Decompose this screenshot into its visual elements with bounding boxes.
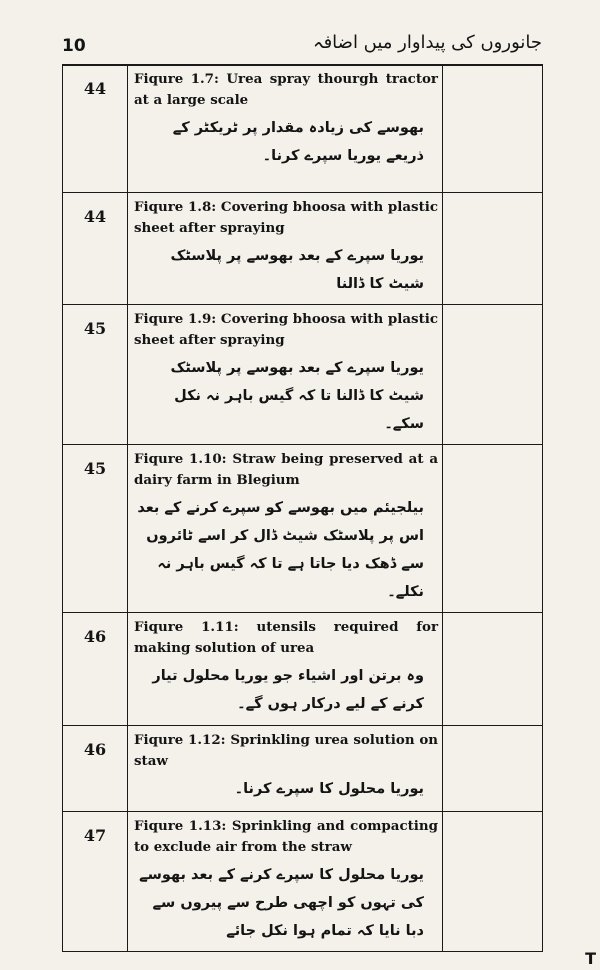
page-ref: 45 xyxy=(63,445,128,613)
page-ref: 46 xyxy=(63,613,128,726)
caption-english: Fiqure 1.9: Covering bhoosa with plastic sheet after spraying xyxy=(134,311,438,348)
caption-cell xyxy=(128,65,443,193)
table-row xyxy=(63,65,543,193)
caption-urdu: یوریا سپرے کے بعد بھوسے پر پلاسٹک شیٹ کا ڈالنا تا کہ گیس باہر نہ نکل سکے۔ xyxy=(170,360,424,432)
table-row xyxy=(63,812,543,952)
page-ref: 45 xyxy=(63,305,128,445)
page-header xyxy=(62,30,542,66)
caption-english: Fiqure 1.13: Sprinkling and compacting to exclude air from the straw xyxy=(134,818,438,855)
blank-cell xyxy=(443,65,543,193)
table-row xyxy=(63,445,543,613)
caption-english: Fiqure 1.11: utensils required for making solution of urea xyxy=(134,619,438,656)
page-ref: 44 xyxy=(63,65,128,193)
caption-urdu: یوریا محلول کا سپرے کرنا۔ xyxy=(234,781,424,797)
caption-urdu: وہ برتن اور اشیاء جو یوریا محلول تیار کرنے کے لیے درکار ہوں گے۔ xyxy=(152,668,424,712)
page-ref: 47 xyxy=(63,812,128,952)
caption-cell xyxy=(128,613,443,726)
caption-cell xyxy=(128,445,443,613)
page-number: 10 xyxy=(62,36,86,56)
blank-cell xyxy=(443,193,543,305)
caption-urdu: یوریا محلول کا سپرے کرنے کے بعد بھوسے کی تہوں کو اچھی طرح سے پیروں سے دبا نایا کہ تمام ہوا نکل جائے xyxy=(139,867,424,939)
page-ref: 44 xyxy=(63,193,128,305)
page-ref: 46 xyxy=(63,726,128,812)
caption-english: Fiqure 1.12: Sprinkling urea solution on staw xyxy=(134,732,438,769)
blank-cell xyxy=(443,812,543,952)
blank-cell xyxy=(443,613,543,726)
caption-english: Fiqure 1.8: Covering bhoosa with plastic sheet after spraying xyxy=(134,199,438,236)
footer-mark: T xyxy=(585,949,596,968)
caption-english: Fiqure 1.10: Straw being preserved at a dairy farm in Blegium xyxy=(134,451,438,488)
caption-cell xyxy=(128,726,443,812)
caption-urdu: یوریا سپرے کے بعد بھوسے پر پلاسٹک شیٹ کا ڈالنا xyxy=(170,248,424,292)
table-row xyxy=(63,305,543,445)
blank-cell xyxy=(443,445,543,613)
caption-cell xyxy=(128,193,443,305)
blank-cell xyxy=(443,726,543,812)
caption-urdu: بھوسے کی زیادہ مقدار پر ٹریکٹر کے ذریعے یوریا سپرے کرنا۔ xyxy=(172,120,424,164)
caption-english: Fiqure 1.7: Urea spray thourgh tractor at a large scale xyxy=(134,71,438,108)
caption-cell xyxy=(128,812,443,952)
running-title: جانوروں کی پیداوار میں اضافہ xyxy=(313,32,542,53)
table-row xyxy=(63,726,543,812)
table-row xyxy=(63,193,543,305)
table-row xyxy=(63,613,543,726)
caption-cell xyxy=(128,305,443,445)
blank-cell xyxy=(443,305,543,445)
caption-urdu: بیلجیئم میں بھوسے کو سپرے کرنے کے بعد اس پر پلاسٹک شیٹ ڈال کر اسے ٹائروں سے ڈھک دیا جاتا ہے تا کہ گیس باہر نہ نکلے۔ xyxy=(137,500,424,600)
figure-list-table xyxy=(62,64,543,952)
